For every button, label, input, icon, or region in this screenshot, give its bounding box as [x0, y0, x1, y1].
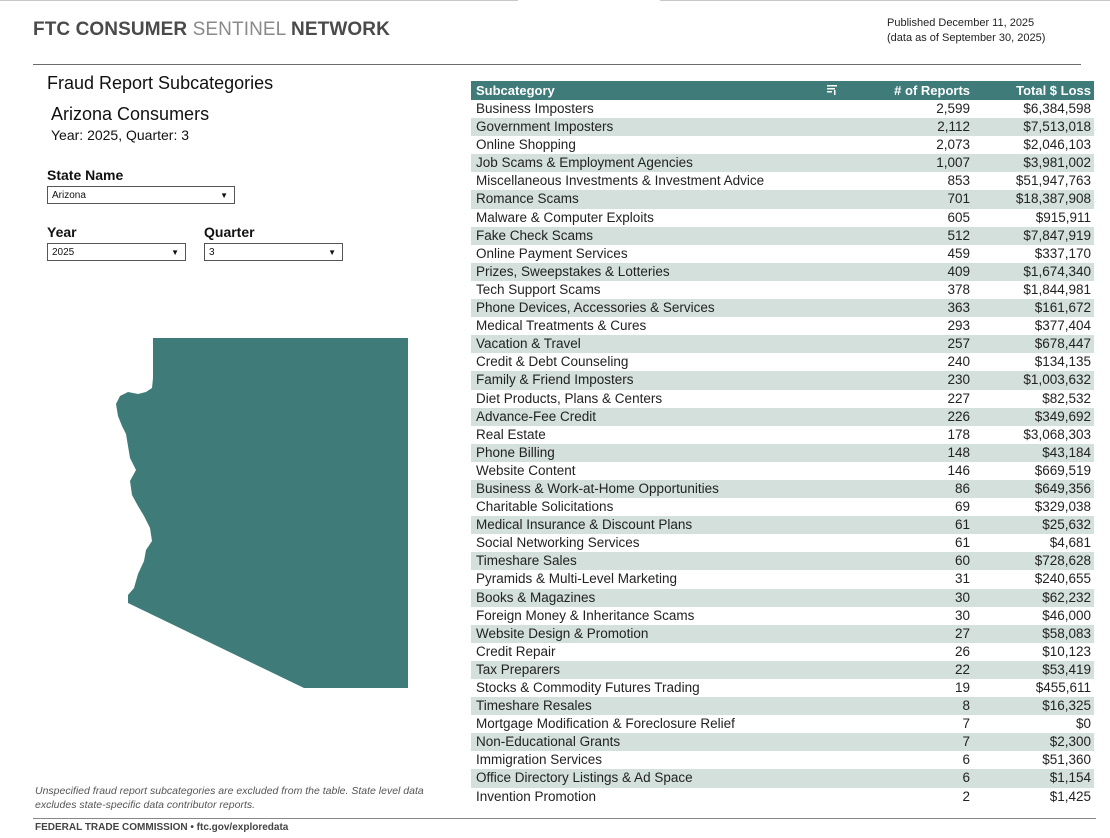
- table-row[interactable]: [471, 697, 1094, 715]
- cell-subcategory: Social Networking Services: [476, 535, 640, 551]
- table-body: [471, 100, 1094, 806]
- cell-reports: 230: [947, 372, 970, 388]
- cell-subcategory: Business & Work-at-Home Opportunities: [476, 480, 719, 496]
- chevron-down-icon: ▼: [171, 248, 179, 257]
- data-as-of: (data as of September 30, 2025): [887, 32, 1046, 44]
- table-row[interactable]: [471, 751, 1094, 769]
- table-row[interactable]: [471, 353, 1094, 371]
- quarter-filter-label: Quarter: [204, 224, 255, 240]
- cell-subcategory: Invention Promotion: [476, 788, 597, 804]
- table-row[interactable]: [471, 498, 1094, 516]
- cell-loss: $649,356: [1034, 480, 1091, 496]
- cell-subcategory: Charitable Solicitations: [476, 499, 614, 515]
- cell-subcategory: Website Content: [476, 462, 576, 478]
- cell-loss: $16,325: [1042, 698, 1091, 714]
- cell-subcategory: Malware & Computer Exploits: [476, 209, 654, 225]
- cell-loss: $134,135: [1034, 354, 1091, 370]
- cell-reports: 22: [954, 661, 970, 677]
- cell-subcategory: Non-Educational Grants: [476, 734, 621, 750]
- top-border: [0, 0, 1110, 3]
- cell-subcategory: Credit & Debt Counseling: [476, 354, 629, 370]
- chevron-down-icon: ▼: [328, 248, 336, 257]
- cell-loss: $3,981,002: [1023, 155, 1091, 171]
- footer-divider: [33, 818, 1096, 819]
- cell-subcategory: Tech Support Scams: [476, 281, 601, 297]
- table-row[interactable]: [471, 607, 1094, 625]
- table-row[interactable]: [471, 661, 1094, 679]
- cell-loss: $7,513,018: [1023, 119, 1091, 135]
- table-row[interactable]: [471, 172, 1094, 190]
- table-row[interactable]: [471, 426, 1094, 444]
- cell-reports: 6: [962, 770, 970, 786]
- published-date: Published December 11, 2025: [887, 17, 1035, 29]
- table-row[interactable]: [471, 462, 1094, 480]
- year-filter-label: Year: [47, 224, 77, 240]
- table-row[interactable]: [471, 390, 1094, 408]
- table-row[interactable]: [471, 570, 1094, 588]
- cell-loss: $329,038: [1034, 499, 1091, 515]
- table-header: [471, 81, 1094, 100]
- cell-subcategory: Real Estate: [476, 426, 546, 442]
- cell-reports: 409: [947, 263, 970, 279]
- cell-loss: $1,154: [1049, 770, 1091, 786]
- cell-loss: $10,123: [1042, 643, 1091, 659]
- table-row[interactable]: [471, 444, 1094, 462]
- arizona-shape[interactable]: [116, 338, 408, 688]
- table-row[interactable]: [471, 136, 1094, 154]
- cell-reports: 31: [954, 571, 970, 587]
- cell-reports: 2,599: [936, 101, 970, 116]
- cell-loss: $0: [1075, 716, 1091, 732]
- cell-reports: 60: [954, 553, 970, 569]
- quarter-dropdown-value: 3: [209, 247, 215, 258]
- state-dropdown[interactable]: [47, 186, 235, 204]
- cell-reports: 30: [954, 589, 970, 605]
- published-info: [887, 16, 1045, 46]
- table-row[interactable]: [471, 281, 1094, 299]
- cell-loss: $728,628: [1034, 553, 1091, 569]
- cell-subcategory: Advance-Fee Credit: [476, 408, 597, 424]
- table-row[interactable]: [471, 245, 1094, 263]
- cell-loss: $6,384,598: [1023, 101, 1091, 116]
- cell-subcategory: Stocks & Commodity Futures Trading: [476, 680, 700, 695]
- cell-reports: 257: [947, 336, 970, 352]
- cell-subcategory: Fake Check Scams: [476, 227, 594, 243]
- table-row[interactable]: [471, 733, 1094, 751]
- cell-loss: $161,672: [1034, 300, 1091, 316]
- cell-subcategory: Phone Devices, Accessories & Services: [476, 300, 715, 316]
- header-divider: [33, 64, 1081, 65]
- table-row[interactable]: [471, 552, 1094, 570]
- chevron-down-icon: ▼: [220, 191, 228, 200]
- cell-loss: $46,000: [1042, 607, 1091, 623]
- cell-reports: 459: [947, 245, 970, 261]
- table-row[interactable]: [471, 190, 1094, 208]
- header-reports[interactable]: # of Reports: [894, 83, 970, 98]
- cell-subcategory: Phone Billing: [476, 444, 555, 460]
- cell-subcategory: Credit Repair: [476, 643, 556, 659]
- cell-reports: 2: [962, 788, 970, 804]
- cell-reports: 240: [947, 354, 970, 370]
- cell-loss: $51,360: [1042, 752, 1091, 768]
- cell-subcategory: Mortgage Modification & Foreclosure Relief: [476, 716, 735, 732]
- cell-subcategory: Job Scams & Employment Agencies: [476, 155, 693, 171]
- state-filter-label: State Name: [47, 167, 124, 183]
- table-row[interactable]: [471, 643, 1094, 661]
- cell-loss: $1,003,632: [1023, 372, 1091, 388]
- table-row[interactable]: [471, 209, 1094, 227]
- brand-part1: FTC CONSUMER: [33, 19, 188, 40]
- cell-reports: 512: [947, 227, 970, 243]
- cell-subcategory: Miscellaneous Investments & Investment Advice: [476, 173, 765, 189]
- state-dropdown-value: Arizona: [52, 190, 86, 201]
- cell-subcategory: Books & Magazines: [476, 589, 596, 605]
- cell-reports: 2,073: [936, 137, 970, 153]
- cell-subcategory: Timeshare Sales: [476, 553, 577, 569]
- cell-loss: $2,300: [1049, 734, 1091, 750]
- cell-loss: $1,844,981: [1023, 281, 1091, 297]
- table-row[interactable]: [471, 154, 1094, 172]
- cell-reports: 227: [947, 390, 970, 406]
- cell-subcategory: Business Imposters: [476, 101, 594, 116]
- cell-reports: 61: [954, 517, 970, 533]
- table-row[interactable]: [471, 299, 1094, 317]
- cell-reports: 6: [962, 752, 970, 768]
- cell-reports: 7: [962, 734, 970, 750]
- cell-loss: $58,083: [1042, 625, 1091, 641]
- table-row[interactable]: [471, 516, 1094, 534]
- cell-subcategory: Website Design & Promotion: [476, 625, 649, 641]
- cell-loss: $18,387,908: [1015, 191, 1091, 207]
- cell-subcategory: Prizes, Sweepstakes & Lotteries: [476, 263, 670, 279]
- page-title: Fraud Report Subcategories: [47, 73, 274, 93]
- table-row[interactable]: [471, 769, 1094, 787]
- cell-loss: $1,674,340: [1023, 263, 1091, 279]
- cell-loss: $82,532: [1042, 390, 1091, 406]
- table-row[interactable]: [471, 715, 1094, 733]
- header-subcategory[interactable]: Subcategory: [476, 83, 555, 98]
- cell-reports: 146: [947, 462, 970, 478]
- footnote: Unspecified fraud report subcategories are excluded from the table. State level data excludes state-specific data contributor reports.: [35, 785, 424, 811]
- cell-subcategory: Vacation & Travel: [476, 336, 581, 352]
- table-row[interactable]: [471, 335, 1094, 353]
- cell-loss: $349,692: [1034, 408, 1091, 424]
- cell-loss: $915,911: [1035, 209, 1091, 225]
- cell-subcategory: Medical Insurance & Discount Plans: [476, 517, 693, 533]
- cell-reports: 293: [947, 318, 970, 334]
- table-row[interactable]: [471, 589, 1094, 607]
- year-dropdown[interactable]: [47, 243, 186, 261]
- cell-subcategory: Medical Treatments & Cures: [476, 318, 647, 334]
- cell-reports: 605: [947, 209, 970, 225]
- cell-reports: 148: [947, 444, 970, 460]
- cell-loss: $240,655: [1034, 571, 1091, 587]
- cell-reports: 61: [954, 535, 970, 551]
- cell-reports: 2,112: [937, 119, 970, 135]
- cell-loss: $678,447: [1034, 336, 1091, 352]
- cell-subcategory: Tax Preparers: [476, 661, 561, 677]
- cell-reports: 701: [947, 191, 970, 207]
- year-quarter-label: Year: 2025, Quarter: 3: [51, 127, 190, 143]
- cell-loss: $455,611: [1035, 680, 1091, 695]
- sort-icon[interactable]: [826, 84, 838, 96]
- table-row[interactable]: [471, 480, 1094, 498]
- table-row[interactable]: [471, 227, 1094, 245]
- cell-subcategory: Romance Scams: [476, 191, 579, 207]
- table-row[interactable]: [471, 118, 1094, 136]
- quarter-dropdown[interactable]: [204, 243, 343, 261]
- year-dropdown-value: 2025: [52, 247, 75, 258]
- cell-loss: $3,068,303: [1023, 426, 1091, 442]
- cell-loss: $377,404: [1034, 318, 1091, 334]
- cell-reports: 27: [954, 625, 970, 641]
- state-subtitle: Arizona Consumers: [51, 104, 210, 124]
- cell-reports: 1,007: [936, 155, 970, 171]
- cell-loss: $337,170: [1034, 245, 1091, 261]
- brand-part3: NETWORK: [291, 19, 390, 40]
- cell-subcategory: Diet Products, Plans & Centers: [476, 390, 663, 406]
- brand-part2: SENTINEL: [192, 19, 286, 40]
- header-loss[interactable]: Total $ Loss: [1016, 83, 1091, 98]
- brand-title: [33, 19, 390, 41]
- cell-subcategory: Immigration Services: [476, 752, 603, 768]
- cell-reports: 69: [954, 499, 970, 515]
- cell-loss: $7,847,919: [1023, 227, 1091, 243]
- cell-reports: 7: [962, 716, 970, 732]
- subcategory-table: [471, 81, 1094, 806]
- cell-reports: 30: [954, 607, 970, 623]
- cell-subcategory: Foreign Money & Inheritance Scams: [476, 607, 695, 623]
- cell-reports: 8: [962, 698, 970, 714]
- cell-loss: $51,947,763: [1015, 173, 1091, 189]
- cell-loss: $25,632: [1042, 517, 1091, 533]
- cell-reports: 26: [954, 643, 970, 659]
- cell-reports: 378: [947, 281, 970, 297]
- cell-reports: 853: [947, 173, 970, 189]
- cell-loss: $62,232: [1042, 589, 1091, 605]
- arizona-state-map[interactable]: [116, 338, 408, 688]
- cell-subcategory: Pyramids & Multi-Level Marketing: [476, 571, 678, 587]
- cell-subcategory: Office Directory Listings & Ad Space: [476, 770, 693, 786]
- cell-reports: 178: [947, 426, 970, 442]
- table-row[interactable]: [471, 625, 1094, 643]
- cell-subcategory: Online Payment Services: [476, 245, 628, 261]
- table-row[interactable]: [471, 100, 1094, 118]
- footer-source: FEDERAL TRADE COMMISSION • ftc.gov/exploredata: [35, 822, 289, 833]
- table-row[interactable]: [471, 534, 1094, 552]
- cell-subcategory: Timeshare Resales: [476, 698, 592, 714]
- cell-reports: 363: [947, 300, 970, 316]
- table-row[interactable]: [471, 679, 1094, 697]
- table-row[interactable]: [471, 371, 1094, 389]
- cell-subcategory: Family & Friend Imposters: [476, 372, 634, 388]
- cell-loss: $2,046,103: [1023, 137, 1091, 153]
- cell-reports: 86: [954, 480, 970, 496]
- table-row[interactable]: [471, 263, 1094, 281]
- cell-loss: $669,519: [1034, 462, 1091, 478]
- cell-reports: 19: [954, 680, 970, 695]
- cell-loss: $1,425: [1049, 788, 1091, 804]
- table-row[interactable]: [471, 408, 1094, 426]
- cell-subcategory: Online Shopping: [476, 137, 576, 153]
- cell-loss: $4,681: [1049, 535, 1091, 551]
- table-row[interactable]: [471, 788, 1094, 806]
- table-row[interactable]: [471, 317, 1094, 335]
- cell-loss: $53,419: [1042, 661, 1091, 677]
- cell-subcategory: Government Imposters: [476, 119, 614, 135]
- cell-reports: 226: [947, 408, 970, 424]
- cell-loss: $43,184: [1042, 444, 1091, 460]
